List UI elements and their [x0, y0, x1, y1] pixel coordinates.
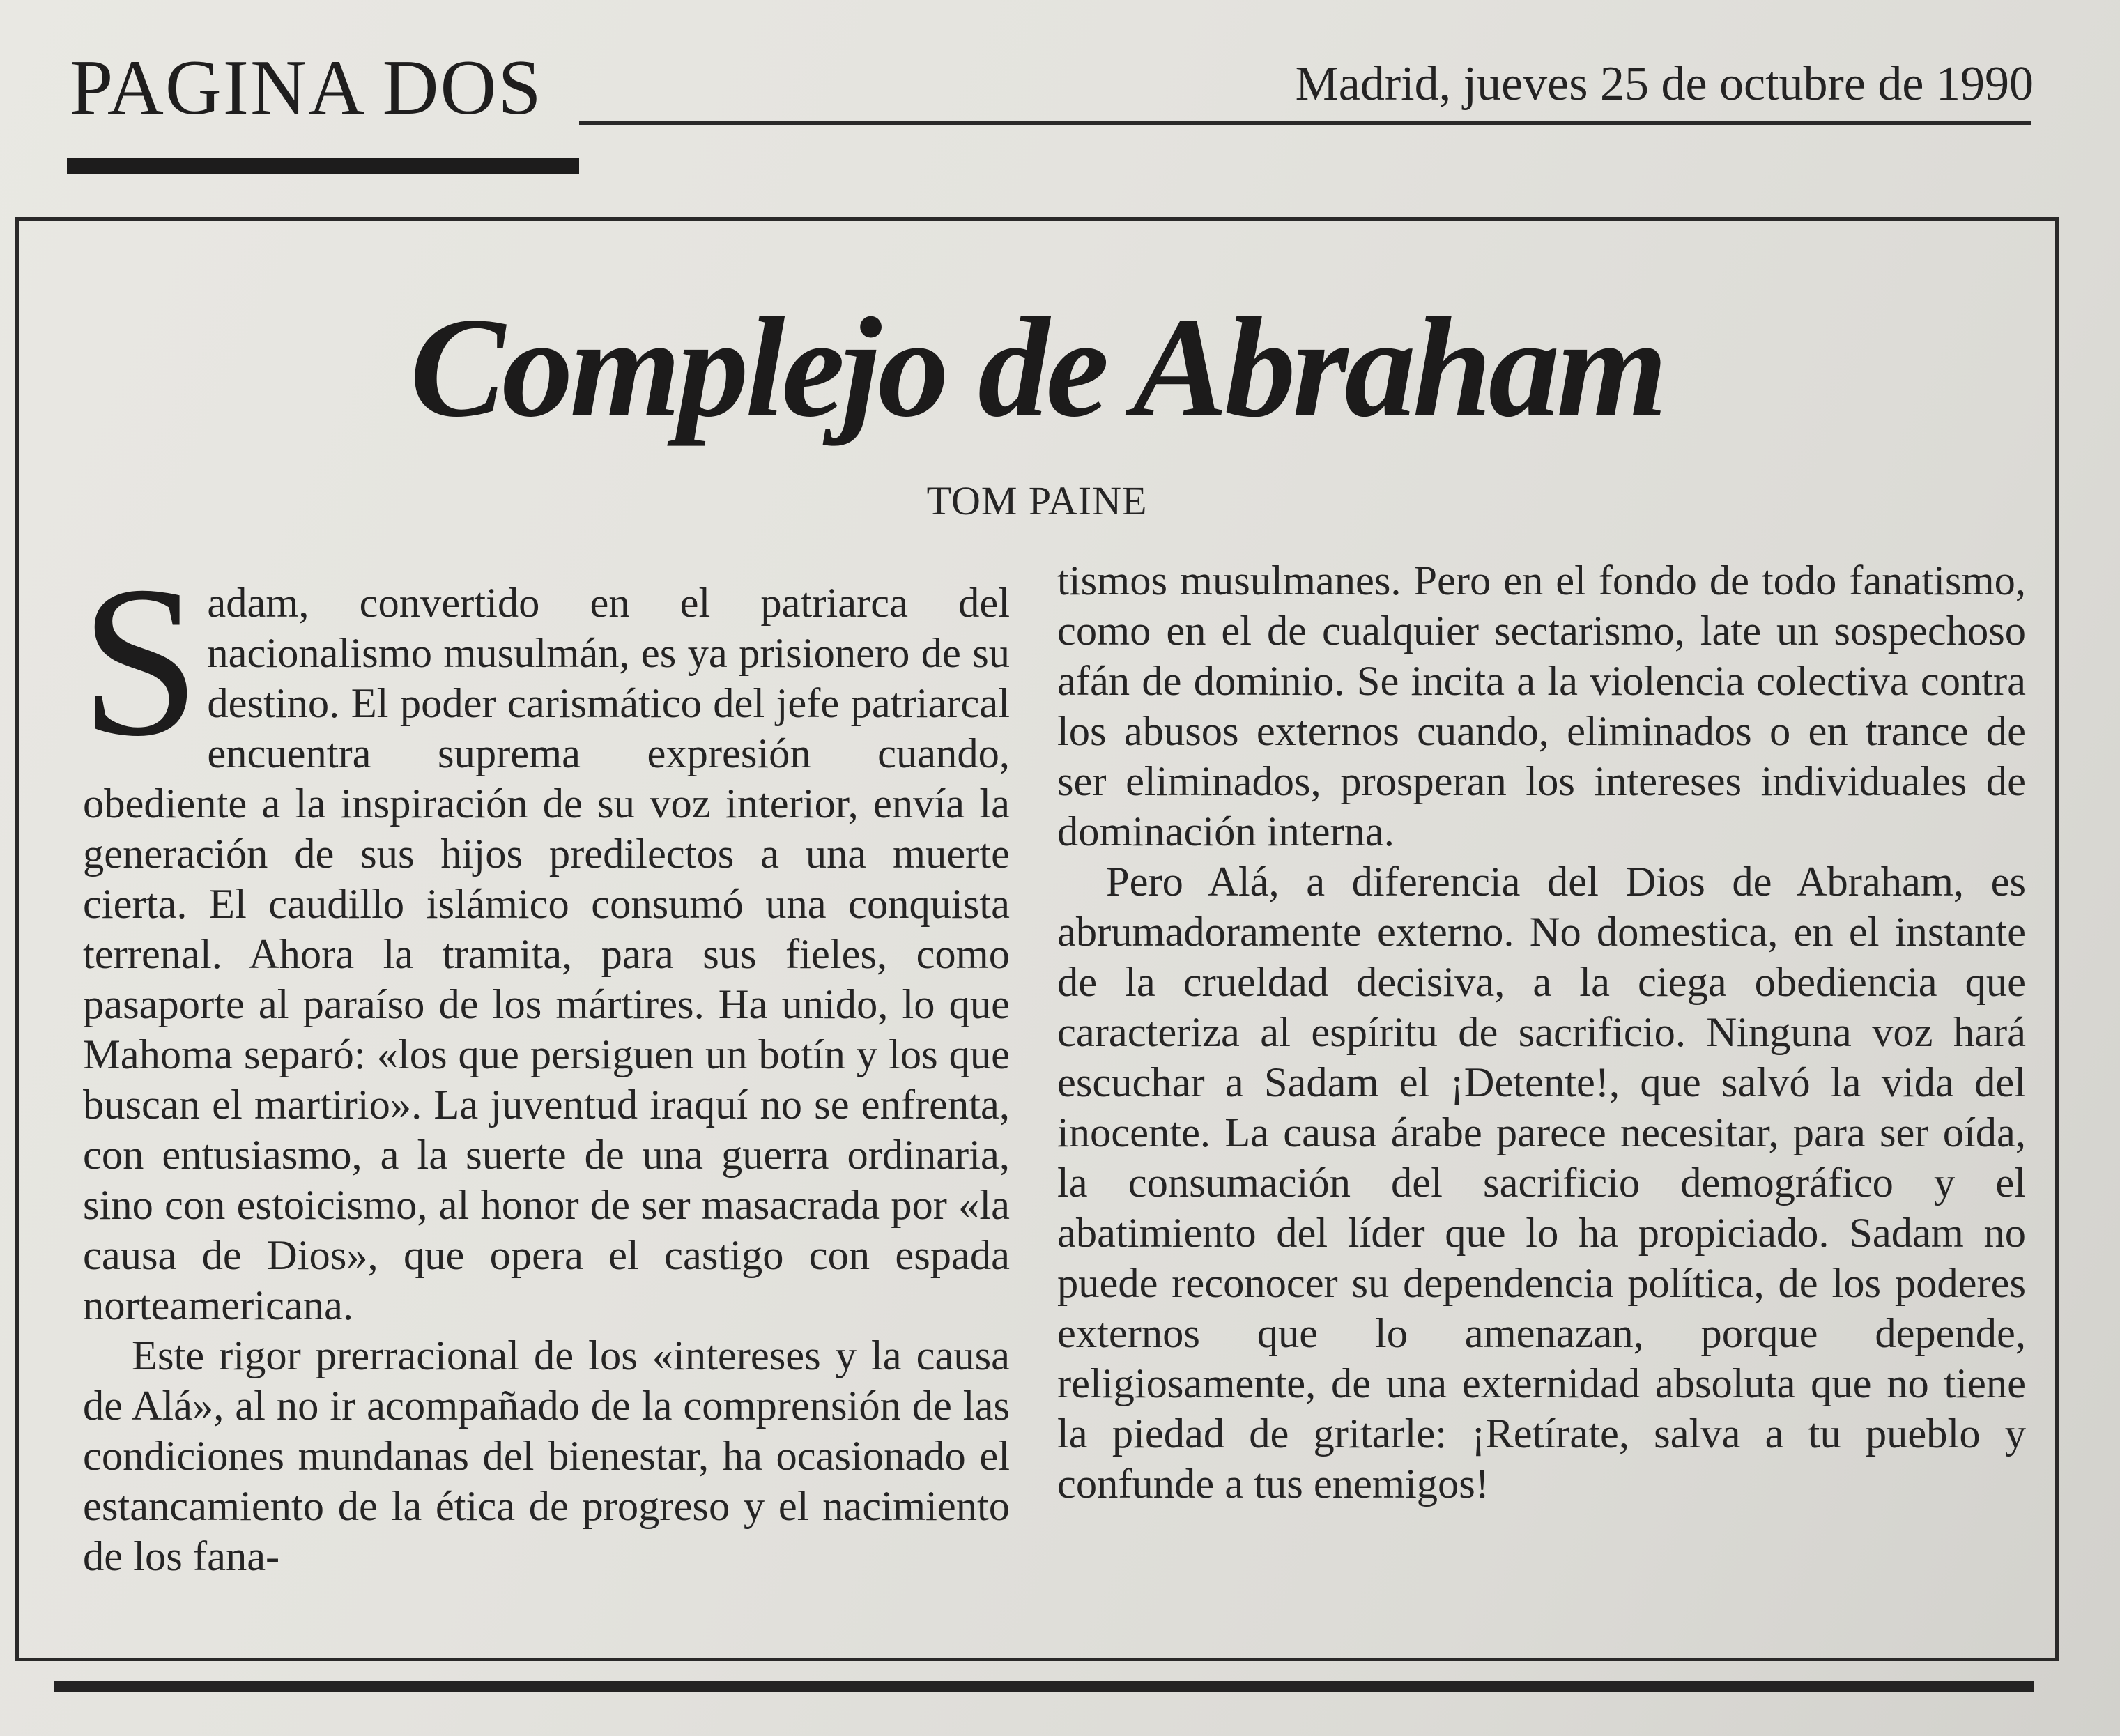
article-byline: TOM PAINE	[926, 478, 1148, 523]
right-paragraph-1: tismos musulmanes. Pero en el fondo de todo fanatismo, como en el de cualquier sectarismo, late un sospechoso afán de dominio. Se incita a la violencia colectiva contra los abusos externos cuando, eliminados o en trance de ser eliminados, prosperan los intereses individuales de dominación interna.	[1057, 558, 2026, 855]
header-rule	[579, 121, 2031, 125]
dateline: Madrid, jueves 25 de octubre de 1990	[1295, 57, 2034, 111]
article-headline: Complejo de Abraham	[410, 289, 1664, 447]
left-paragraph-1	[80, 542, 1010, 1331]
drop-cap: S	[80, 542, 201, 781]
bottom-rule	[54, 1681, 2034, 1692]
left-column	[80, 542, 1010, 1582]
section-title-rule	[67, 158, 579, 174]
right-column	[1057, 556, 2026, 1510]
left-paragraph-1-text: adam, convertido en el patriarca del nacionalismo musulmán, es ya prisionero de su destino. El poder carismático del jefe patriarcal encuentra suprema expresión cuando, obediente a la inspiración de su voz interior, envía la generación de sus hijos predilectos a una muerte cierta. El caudillo islámico consumó una conquista terrenal. Ahora la tramita, para sus fieles, como pasaporte al paraíso de los mártires. Ha unido, lo que Mahoma separó: «los que persiguen un botín y los que buscan el martirio». La juventud iraquí no se enfrenta, con entusiasmo, a la suerte de una guerra ordinaria, sino con estoicismo, al honor de ser masacrada por «la causa de Dios», que opera el castigo con espada norteamericana.	[83, 580, 1010, 1329]
left-paragraph-2: Este rigor prerracional de los «intereses y la causa de Alá», al no ir acompañado de la comprensión de las condiciones mundanas del bienestar, ha ocasionado el estancamiento de la ética de progreso y el nacimiento de los fana-	[83, 1332, 1010, 1580]
article-box	[15, 217, 2059, 1661]
section-title: PAGINA DOS	[70, 45, 543, 131]
right-paragraph-2: Pero Alá, a diferencia del Dios de Abraham, es abrumadoramente externo. No domestica, en el instante de la crueldad decisiva, a la ciega obediencia que caracteriza al espíritu de sacrificio. Ninguna voz hará escuchar a Sadam el ¡Detente!, que salvó la vida del inocente. La causa árabe parece necesitar, para ser oída, la consumación del sacrificio demográfico y el abatimiento del líder que lo ha propiciado. Sadam no puede reconocer su dependencia política, de los poderes externos que lo amenazan, porque depende, religiosamente, de una externidad absoluta que no tiene la piedad de gritarle: ¡Retírate, salva a tu pueblo y confunde a tus enemigos!	[1057, 859, 2026, 1507]
